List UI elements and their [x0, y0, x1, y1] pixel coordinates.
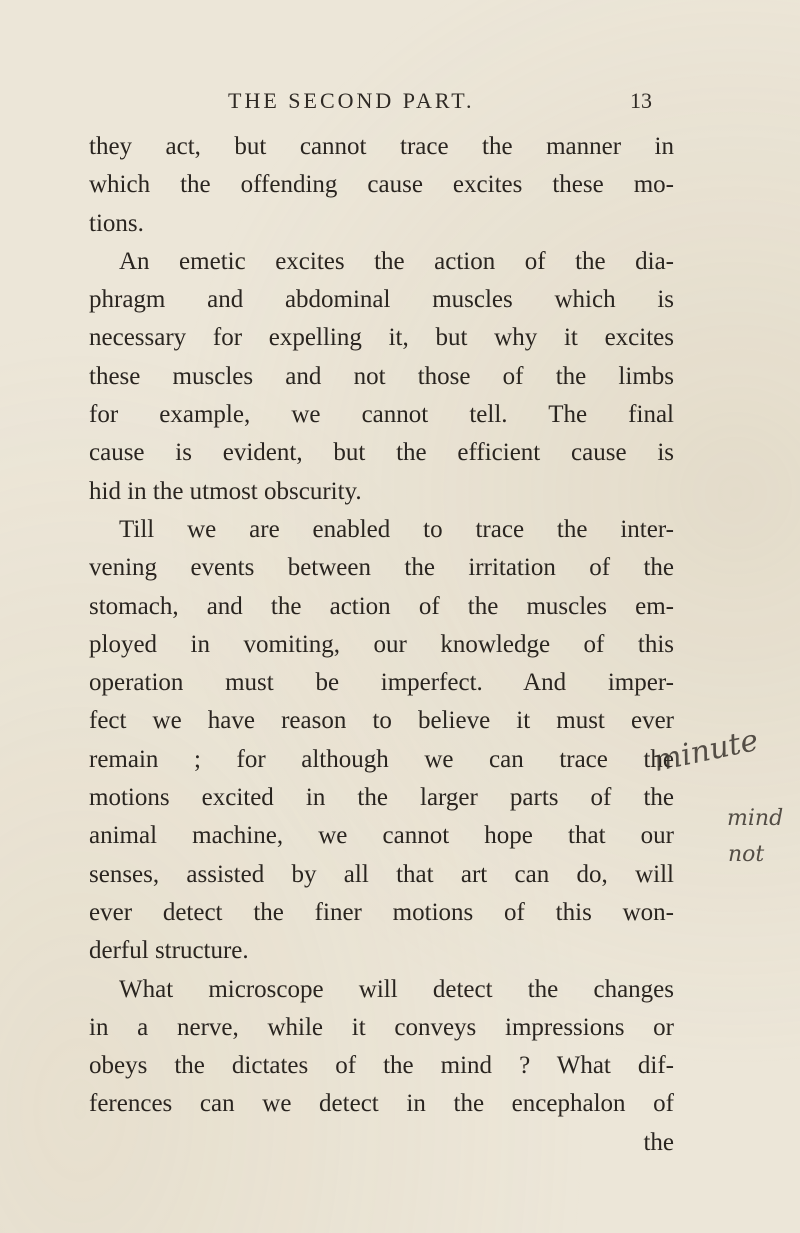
text-line: which the offending cause excites these mo-	[89, 171, 674, 199]
text-line: for example, we cannot tell. The final	[89, 401, 674, 429]
text-line: tions.	[89, 209, 144, 237]
text-line: phragm and abdominal muscles which is	[89, 286, 674, 314]
handwritten-annotation-not: not	[728, 842, 765, 867]
running-head	[228, 88, 668, 118]
page-number: 13	[630, 88, 652, 113]
text-line: vening events between the irritation of the	[89, 554, 674, 582]
text-line: cause is evident, but the efficient cause is	[89, 439, 674, 467]
catchword: the	[643, 1128, 674, 1156]
text-line: necessary for expelling it, but why it excites	[89, 324, 674, 352]
text-line: obeys the dictates of the mind ? What dif-	[89, 1052, 674, 1080]
handwritten-margin-note: minute	[650, 722, 762, 780]
text-line: fect we have reason to believe it must ever	[89, 707, 674, 735]
text-line: What microscope will detect the changes	[119, 975, 674, 1003]
text-line: derful structure.	[89, 937, 249, 965]
text-line: operation must be imperfect. And imper-	[89, 669, 674, 697]
text-line: hid in the utmost obscurity.	[89, 477, 362, 505]
text-line: senses, assisted by all that art can do, will	[89, 860, 674, 888]
text-line: An emetic excites the action of the dia-	[119, 247, 674, 275]
text-line: motions excited in the larger parts of the	[89, 784, 674, 812]
text-line: animal machine, we cannot hope that our	[89, 822, 674, 850]
text-line: Till we are enabled to trace the inter-	[119, 515, 674, 543]
text-line: stomach, and the action of the muscles em-	[89, 592, 674, 620]
body-text	[89, 128, 674, 1162]
running-head-title: THE SECOND PART.	[228, 88, 475, 113]
text-line: they act, but cannot trace the manner in	[89, 133, 674, 160]
text-line: ployed in vomiting, our knowledge of this	[89, 630, 674, 658]
handwritten-annotation-mind: mind	[727, 806, 784, 831]
text-line: ever detect the finer motions of this won-	[89, 898, 674, 926]
text-line: remain ; for although we can trace the	[89, 745, 674, 773]
text-line: ferences can we detect in the encephalon of	[89, 1090, 674, 1118]
text-line: these muscles and not those of the limbs	[89, 362, 674, 390]
text-line: in a nerve, while it conveys impressions or	[89, 1013, 674, 1041]
